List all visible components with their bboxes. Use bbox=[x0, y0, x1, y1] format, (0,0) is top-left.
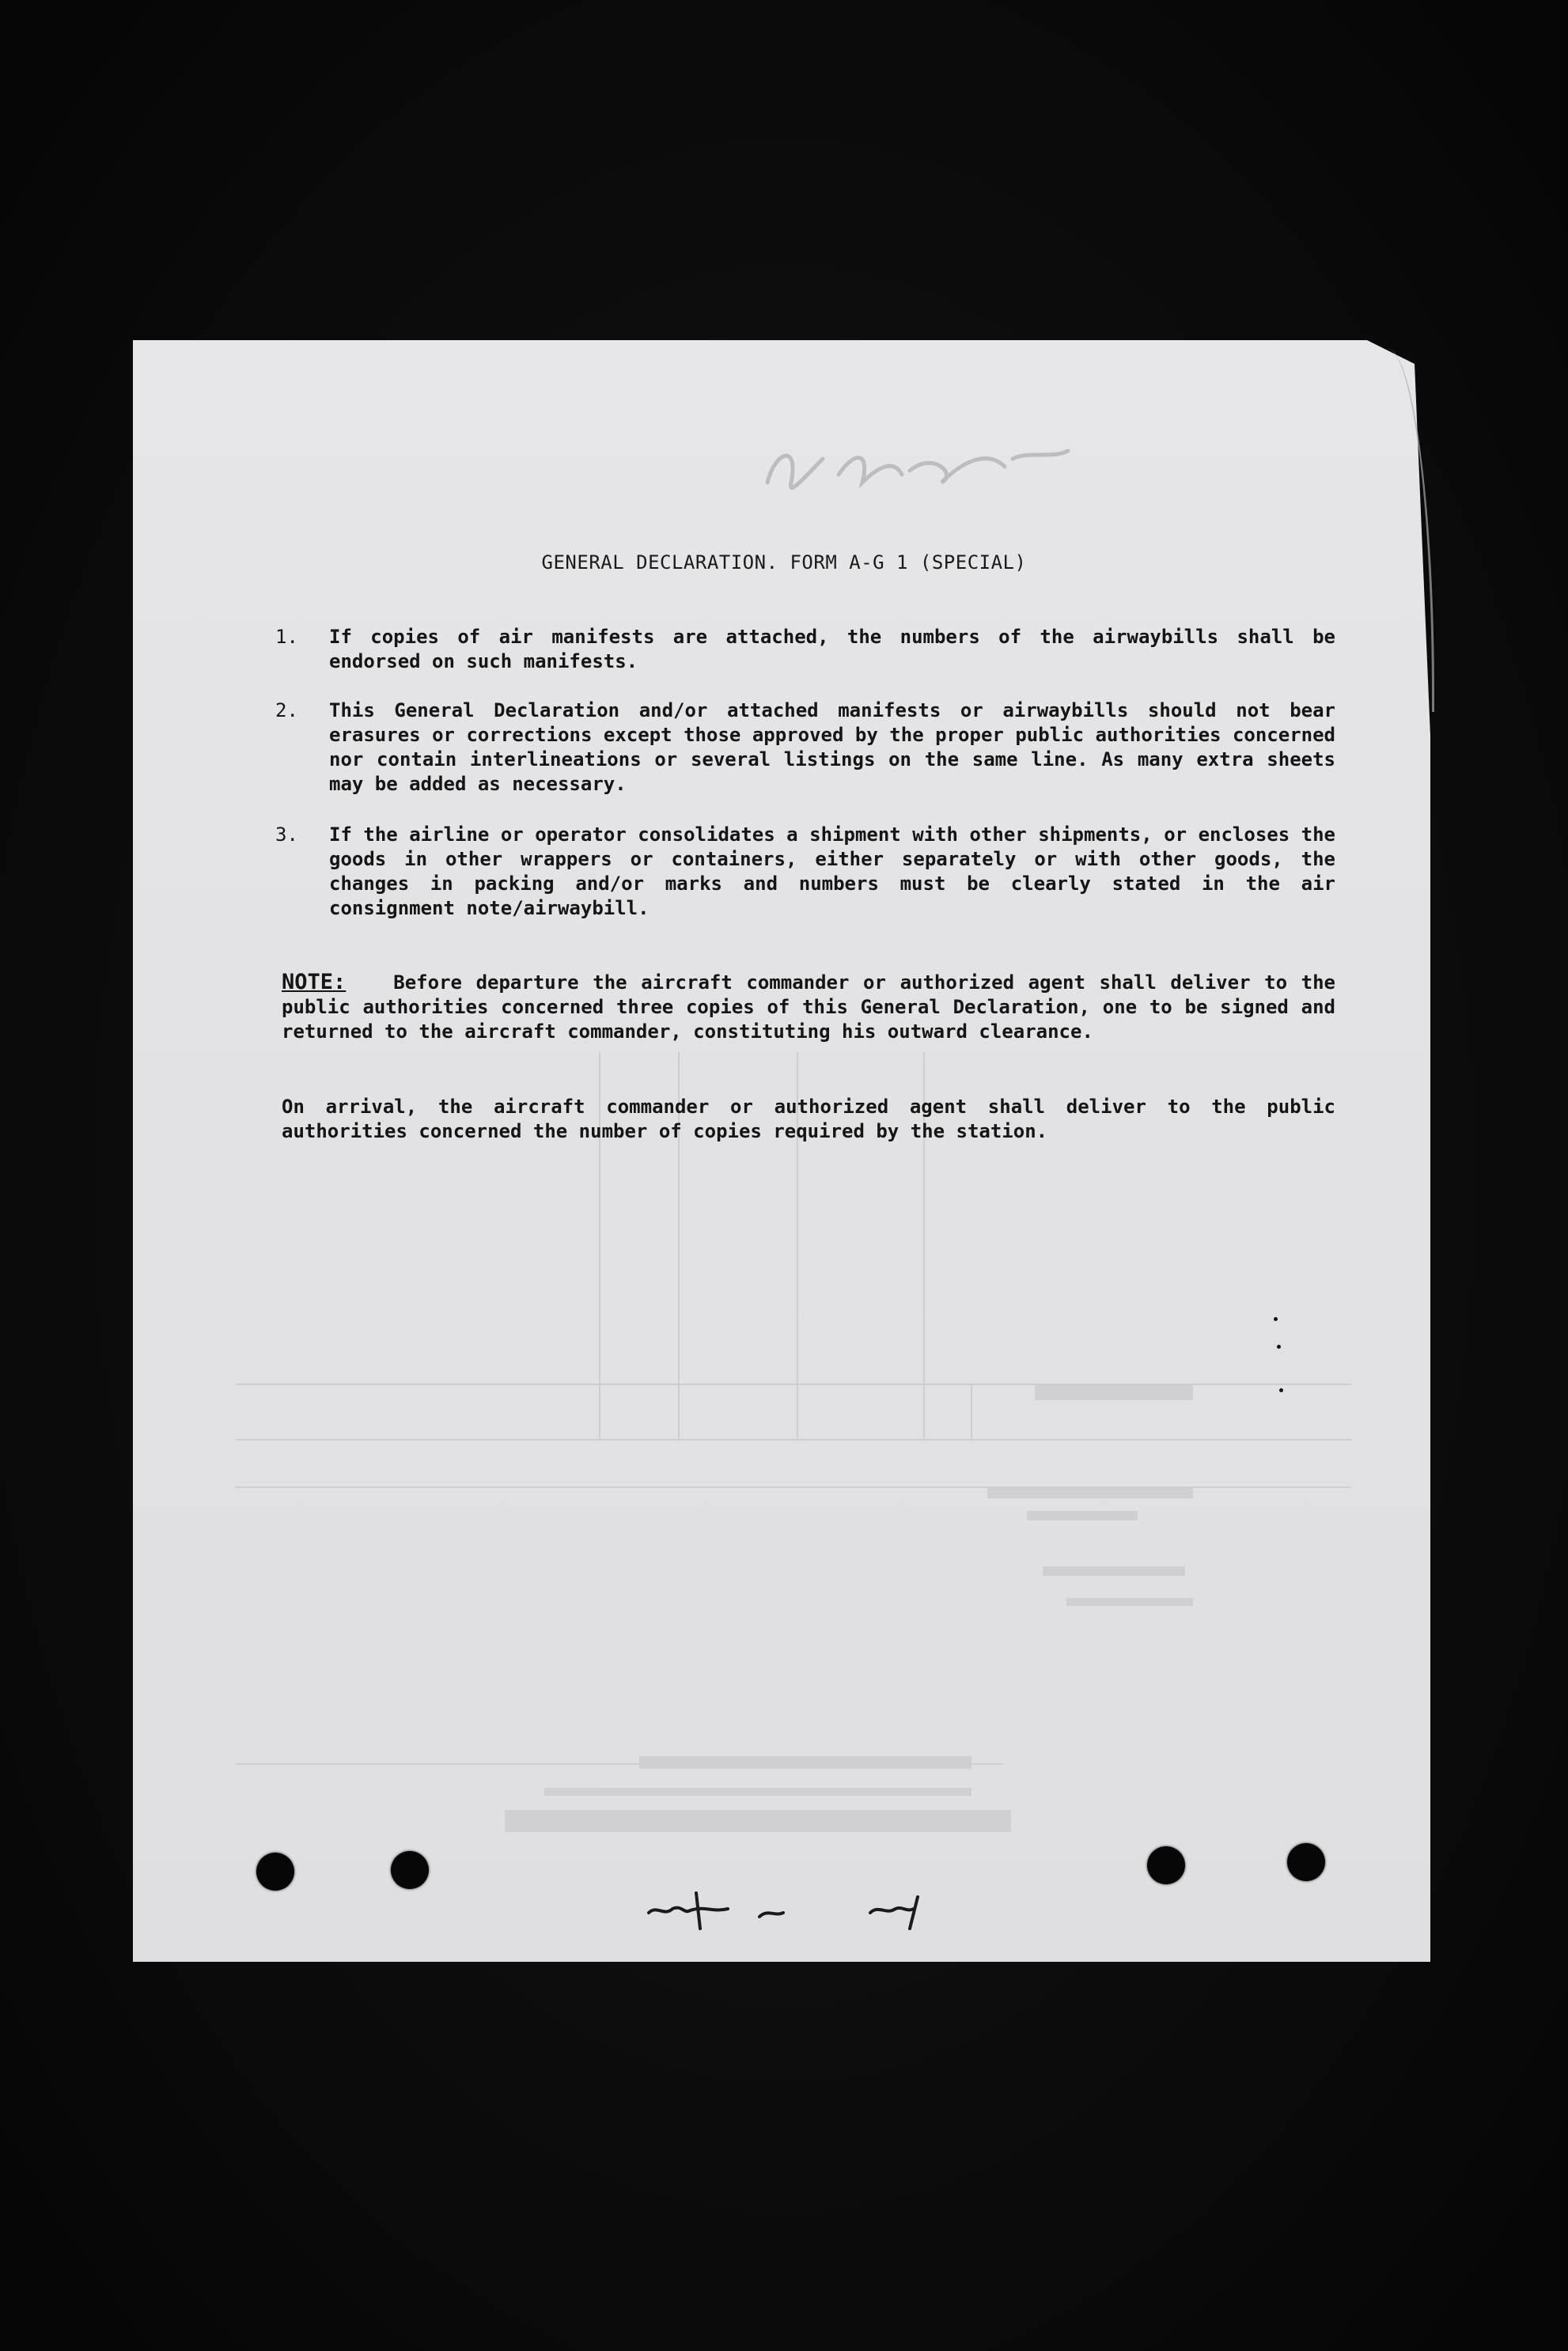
form-title: GENERAL DECLARATION. FORM A-G 1 (SPECIAL) bbox=[541, 551, 1027, 574]
item-text: This General Declaration and/or attached manifests or airwaybills should not bear erasures or corrections except those approved by the proper public authorities concerned nor contain interlineations or several listings on the same line. As many extra sheets may be added as necessary. bbox=[329, 699, 1335, 795]
ink-dot bbox=[1274, 1317, 1278, 1321]
instruction-item-2 bbox=[275, 698, 1335, 798]
item-number: 3. bbox=[275, 823, 298, 846]
note-text: Before departure the aircraft commander or authorized agent shall deliver to the public authorities concerned three copies of this General Declaration, one to be signed and returned to the aircraft commander, constituting his outward clearance. bbox=[282, 971, 1335, 1043]
bleed-through-marks bbox=[133, 340, 1430, 1962]
ink-dot bbox=[1277, 1345, 1281, 1349]
punch-hole bbox=[1147, 1846, 1185, 1884]
note-label: NOTE: bbox=[282, 970, 347, 994]
handwritten-scribble-icon bbox=[641, 1881, 973, 1936]
item-number: 1. bbox=[275, 626, 298, 648]
item-number: 2. bbox=[275, 699, 298, 721]
punch-hole bbox=[1287, 1843, 1325, 1881]
item-text: If copies of air manifests are attached, the numbers of the airwaybills shall be endorsed on such manifests. bbox=[329, 626, 1335, 672]
punch-hole bbox=[256, 1853, 294, 1891]
punch-hole bbox=[391, 1851, 429, 1889]
item-text: If the airline or operator consolidates a shipment with other shipments, or encloses the goods in other wrappers or containers, either separately or with other goods, the changes in packing and/or marks and numbers must be clearly stated in the air consignment note/airwaybill. bbox=[329, 823, 1335, 919]
handwritten-scribble-icon bbox=[752, 427, 1084, 514]
instruction-item-3 bbox=[275, 823, 1335, 922]
ink-dot bbox=[1279, 1388, 1283, 1392]
note-paragraph bbox=[282, 970, 1335, 1069]
instruction-item-1 bbox=[275, 625, 1335, 676]
arrival-paragraph: On arrival, the aircraft commander or authorized agent shall deliver to the public authorities concerned the number of copies required by the station. bbox=[282, 1096, 1335, 1142]
